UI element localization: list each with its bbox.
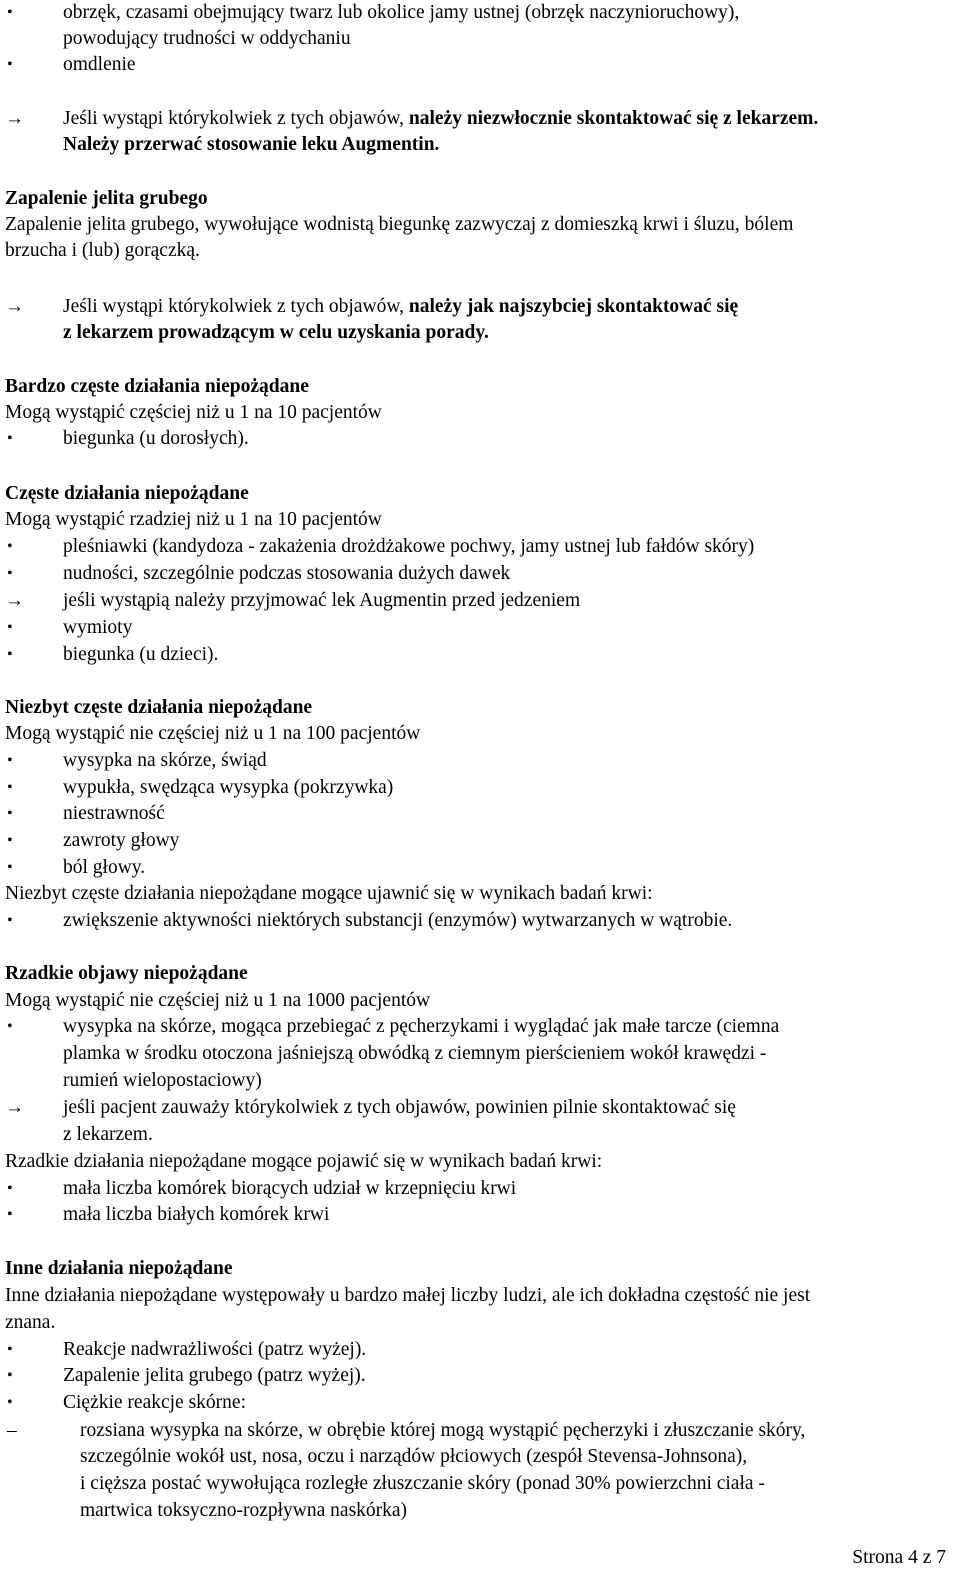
bullet-marker: • [7, 912, 13, 929]
list-item: zawroty głowy [63, 830, 180, 851]
warning-line-cont: z lekarzem prowadzącym w celu uzyskania porady. [63, 322, 489, 343]
bullet-marker: • [7, 1206, 13, 1223]
frequency-text: Mogą wystąpić częściej niż u 1 na 10 pacjentów [5, 402, 382, 423]
list-item: niestrawność [63, 803, 165, 824]
bullet-marker: • [7, 779, 13, 796]
list-item-cont: z lekarzem. [63, 1124, 153, 1145]
list-item: Ciężkie reakcje skórne: [63, 1392, 246, 1413]
section-heading: Inne działania niepożądane [5, 1258, 233, 1279]
list-item: wypukła, swędząca wysypka (pokrzywka) [63, 777, 394, 798]
list-item-cont: rumień wielopostaciowy) [63, 1070, 262, 1091]
list-item: omdlenie [63, 54, 136, 75]
list-item: Zapalenie jelita grubego (patrz wyżej). [63, 1365, 366, 1386]
list-item: mała liczba komórek biorących udział w krzepnięciu krwi [63, 1178, 517, 1199]
bullet-marker: • [7, 1018, 13, 1035]
list-item: ból głowy. [63, 857, 146, 878]
sub-list-item-cont: i cięższa postać wywołująca rozległe złuszczanie skóry (ponad 30% powierzchni ciała - [80, 1473, 765, 1494]
list-item: obrzęk, czasami obejmujący twarz lub okolice jamy ustnej (obrzęk naczynioruchowy), [63, 2, 740, 23]
list-item: mała liczba białych komórek krwi [63, 1204, 330, 1225]
list-item: nudności, szczególnie podczas stosowania dużych dawek [63, 563, 511, 584]
arrow-icon: → [5, 296, 24, 317]
arrow-icon: → [5, 1097, 24, 1118]
list-item-cont: plamka w środku otoczona jaśniejszą obwódką z ciemnym pierścieniem wokół krawędzi - [63, 1043, 767, 1064]
dash-marker: – [7, 1420, 17, 1441]
warning-line: Jeśli wystąpi którykolwiek z tych objawów, należy jak najszybciej skontaktować się [63, 296, 739, 317]
warning-line: Jeśli wystąpi którykolwiek z tych objawów, należy niezwłocznie skontaktować się z lekarzem. [63, 108, 819, 129]
list-item: pleśniawki (kandydoza - zakażenia drożdżakowe pochwy, jamy ustnej lub fałdów skóry) [63, 536, 755, 557]
frequency-text: Mogą wystąpić rzadziej niż u 1 na 10 pacjentów [5, 509, 382, 530]
list-item-cont: powodujący trudności w oddychaniu [63, 28, 351, 49]
bullet-marker: • [7, 752, 13, 769]
bullet-marker: • [7, 805, 13, 822]
bullet-marker: • [7, 1367, 13, 1384]
list-item: biegunka (u dzieci). [63, 644, 219, 665]
list-item: wymioty [63, 617, 133, 638]
arrow-icon: → [5, 108, 24, 129]
arrow-icon: → [5, 590, 24, 611]
paragraph: brzucha i (lub) gorączką. [5, 240, 200, 261]
bullet-marker: • [7, 832, 13, 849]
paragraph: Niezbyt częste działania niepożądane mogące ujawnić się w wynikach badań krwi: [5, 883, 653, 904]
paragraph: Zapalenie jelita grubego, wywołujące wodnistą biegunkę zazwyczaj z domieszką krwi i śluzu, bólem [5, 214, 794, 235]
warning-line-cont: Należy przerwać stosowanie leku Augmentin. [63, 134, 440, 155]
list-item: wysypka na skórze, mogąca przebiegać z pęcherzykami i wyglądać jak małe tarcze (ciemna [63, 1016, 780, 1037]
bullet-marker: • [7, 56, 13, 73]
bullet-marker: • [7, 430, 13, 447]
list-item: jeśli wystąpią należy przyjmować lek Augmentin przed jedzeniem [63, 590, 581, 611]
paragraph: znana. [5, 1312, 56, 1333]
section-heading: Niezbyt częste działania niepożądane [5, 697, 313, 718]
sub-list-item-cont: szczególnie wokół ust, nosa, oczu i narządów płciowych (zespół Stevensa-Johnsona), [80, 1446, 748, 1467]
list-item: wysypka na skórze, świąd [63, 750, 267, 771]
section-heading: Bardzo częste działania niepożądane [5, 376, 309, 397]
bullet-marker: • [7, 565, 13, 582]
section-heading: Zapalenie jelita grubego [5, 188, 208, 209]
bullet-marker: • [7, 1394, 13, 1411]
bullet-marker: • [7, 646, 13, 663]
page-number: Strona 4 z 7 [852, 1547, 946, 1568]
sub-list-item-cont: martwica toksyczno-rozpływna naskórka) [80, 1500, 408, 1521]
bullet-marker: • [7, 1341, 13, 1358]
frequency-text: Mogą wystąpić nie częściej niż u 1 na 100 pacjentów [5, 723, 421, 744]
list-item: Reakcje nadwrażliwości (patrz wyżej). [63, 1339, 367, 1360]
bullet-marker: • [7, 859, 13, 876]
paragraph: Rzadkie działania niepożądane mogące pojawić się w wynikach badań krwi: [5, 1151, 603, 1172]
section-heading: Częste działania niepożądane [5, 483, 249, 504]
list-item: zwiększenie aktywności niektórych substancji (enzymów) wytwarzanych w wątrobie. [63, 910, 733, 931]
list-item: jeśli pacjent zauważy którykolwiek z tych objawów, powinien pilnie skontaktować się [63, 1097, 736, 1118]
bullet-marker: • [7, 1180, 13, 1197]
bullet-marker: • [7, 619, 13, 636]
bullet-marker: • [7, 538, 13, 555]
list-item: biegunka (u dorosłych). [63, 428, 249, 449]
frequency-text: Mogą wystąpić nie częściej niż u 1 na 1000 pacjentów [5, 990, 431, 1011]
paragraph: Inne działania niepożądane występowały u bardzo małej liczby ludzi, ale ich dokładna częstość nie jest [5, 1285, 811, 1306]
bullet-marker: • [7, 4, 13, 21]
section-heading: Rzadkie objawy niepożądane [5, 963, 248, 984]
sub-list-item: rozsiana wysypka na skórze, w obrębie której mogą wystąpić pęcherzyki i złuszczanie skóry, [80, 1420, 806, 1441]
